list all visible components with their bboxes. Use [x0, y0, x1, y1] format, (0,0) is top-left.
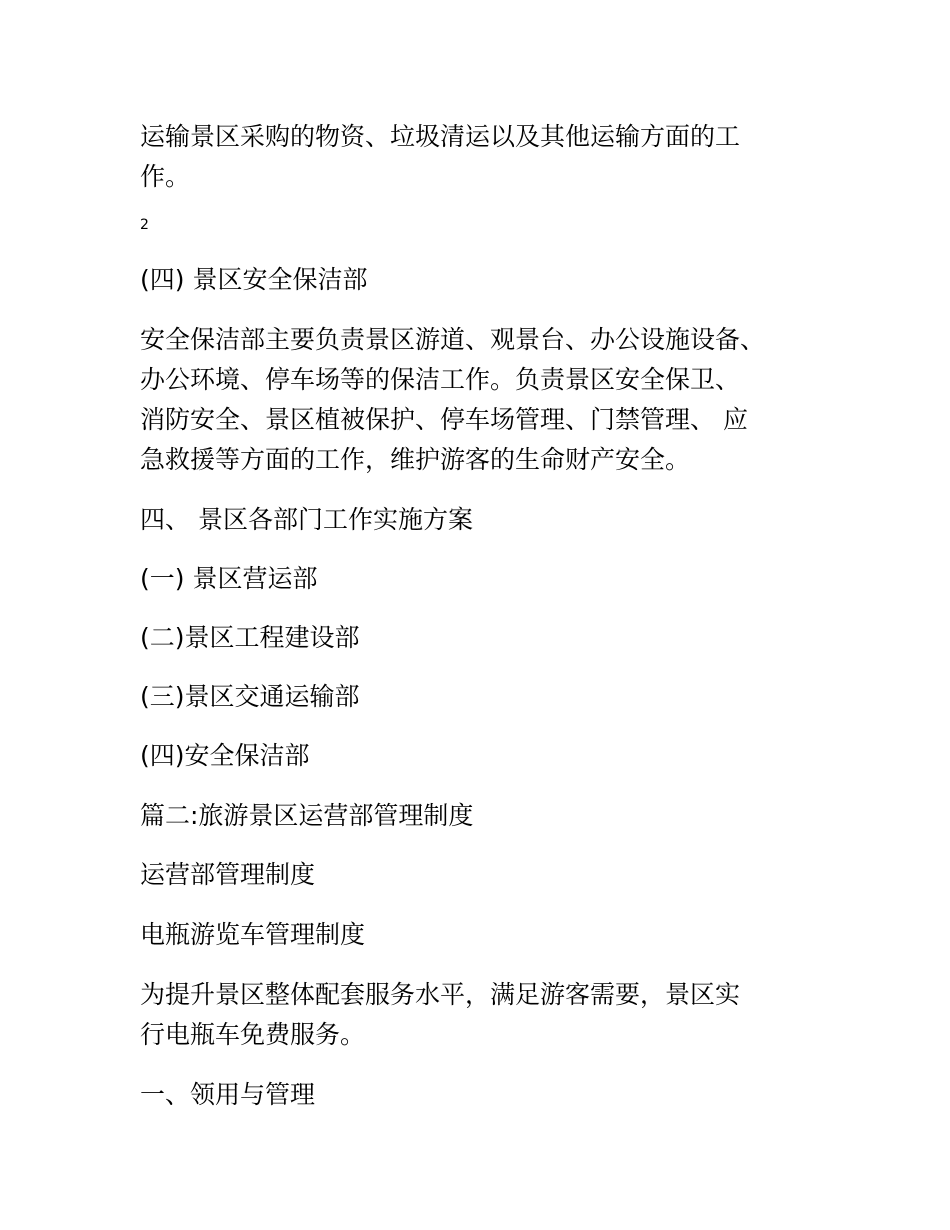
heading-electric-cart-rules: [140, 915, 810, 955]
paragraph-transport-duties: [140, 117, 810, 197]
text-line: 行电瓶车免费服务。: [140, 1020, 366, 1049]
page-number: 2: [140, 217, 149, 233]
text-line: 运营部管理制度: [140, 860, 316, 889]
heading-use-and-management: [140, 1075, 810, 1115]
heading-safety-cleaning-dept: [140, 260, 810, 300]
heading-operations-rules: [140, 855, 810, 895]
paragraph-electric-cart-service: [140, 975, 810, 1055]
text-line: 篇二:旅游景区运营部管理制度: [140, 801, 474, 830]
text-line: 四、 景区各部门工作实施方案: [140, 505, 473, 534]
paragraph-safety-cleaning-duties: [140, 320, 810, 480]
list-item-operations-dept: [140, 559, 810, 599]
list-item-engineering-dept: [140, 618, 810, 658]
heading-section-four: [140, 500, 810, 540]
text-line: (四)安全保洁部: [140, 741, 310, 770]
text-line: 一、领用与管理: [140, 1080, 316, 1109]
text-line: 急救援等方面的工作，维护游客的生命财产安全。: [140, 445, 691, 474]
text-line: (四) 景区安全保洁部: [140, 265, 368, 294]
list-item-safety-dept: [140, 736, 810, 776]
text-line: (三)景区交通运输部: [140, 682, 360, 711]
text-line: 作。: [140, 162, 191, 191]
text-line: 电瓶游览车管理制度: [140, 920, 366, 949]
text-line: 消防安全、景区植被保护、停车场管理、门禁管理、 应: [140, 405, 748, 434]
text-line: 运输景区采购的物资、垃圾清运以及其他运输方面的工: [140, 122, 741, 151]
text-line: 办公环境、停车场等的保洁工作。负责景区安全保卫、: [140, 365, 741, 394]
heading-chapter-two: [140, 796, 810, 836]
text-line: 为提升景区整体配套服务水平，满足游客需要，景区实: [140, 980, 741, 1009]
text-line: (二)景区工程建设部: [140, 623, 360, 652]
text-line: (一) 景区营运部: [140, 564, 318, 593]
text-line: 安全保洁部主要负责景区游道、观景台、办公设施设备、: [140, 325, 766, 354]
list-item-transport-dept: [140, 677, 810, 717]
